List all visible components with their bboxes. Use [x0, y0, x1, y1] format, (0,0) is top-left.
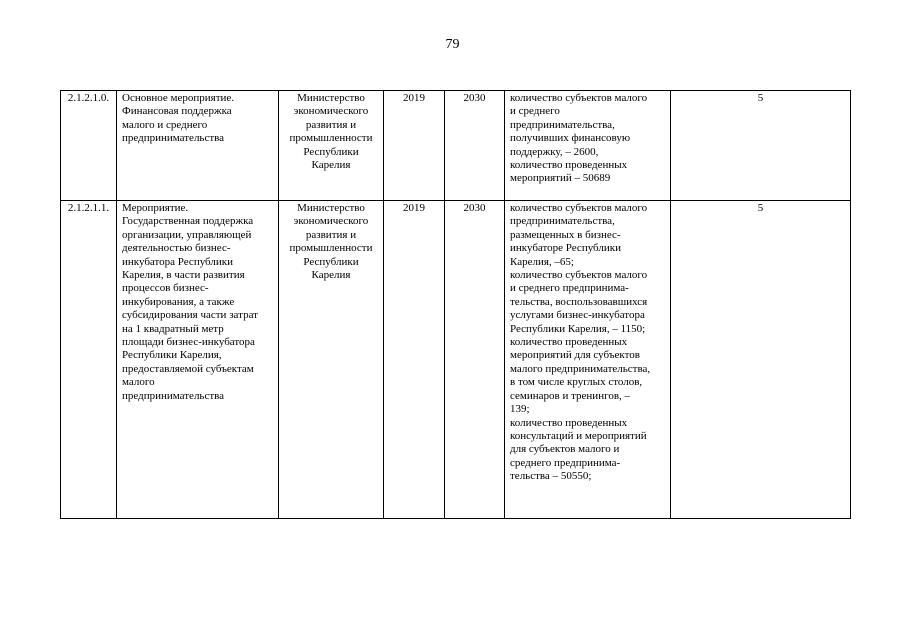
start-year: 2019	[384, 201, 445, 519]
responsible-executor: Министерство экономического развития и промышленности Республики Карелия	[279, 91, 384, 201]
expected-result: количество субъектов малого предпринимательства, размещенных в бизнес- инкубаторе Республики Карелия, –65; количество субъектов малого и среднего предпринима- тельства, воспользовавшихся услугами бизнес-инкубатора Республики Карелия, – 1150; количество проведенных мероприятий для субъектов малого предпринимательства, в том числе круглых столов, семинаров и тренингов, – 139; количество проведенных консультаций и мероприятий для субъектов малого и среднего предпринима- тельства – 50550;	[505, 201, 671, 519]
activity-name: Основное мероприятие. Финансовая поддержка малого и среднего предпринимательства	[117, 91, 279, 201]
program-table	[60, 90, 851, 519]
row-number: 2.1.2.1.1.	[61, 201, 117, 519]
indicator-link: 5	[671, 91, 851, 201]
row-number: 2.1.2.1.0.	[61, 91, 117, 201]
end-year: 2030	[445, 201, 505, 519]
end-year: 2030	[445, 91, 505, 201]
activity-name: Мероприятие. Государственная поддержка организации, управляющей деятельностью бизнес- инкубатора Республики Карелия, в части развития процессов бизнес- инкубирования, а также субсидирования части затрат на 1 квадратный метр площади бизнес-инкубатора Республики Карелия, предоставляемой субъектам малого предпринимательства	[117, 201, 279, 519]
page-number: 79	[445, 37, 460, 52]
table-row	[61, 91, 851, 201]
indicator-link: 5	[671, 201, 851, 519]
expected-result: количество субъектов малого и среднего предпринимательства, получивших финансовую поддержку, – 2600, количество проведенных мероприятий – 50689	[505, 91, 671, 201]
table-row	[61, 201, 851, 519]
start-year: 2019	[384, 91, 445, 201]
responsible-executor: Министерство экономического развития и промышленности Республики Карелия	[279, 201, 384, 519]
